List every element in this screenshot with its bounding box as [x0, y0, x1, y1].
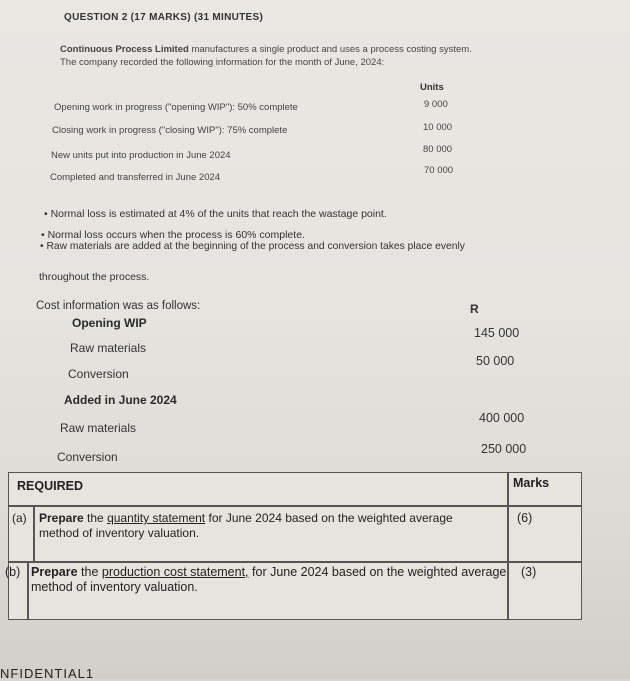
intro-line-1-rest: manufactures a single product and uses a process costing system. — [191, 44, 472, 55]
item-a-rest: for June 2024 based on the weighted average method of inventory valuation. — [39, 511, 453, 540]
footer-confidential: NFIDENTIAL1 — [0, 666, 95, 681]
intro-line-2: The company recorded the following information for the month of June, 2024: — [60, 57, 385, 68]
item-b-marks: (3) — [521, 565, 537, 579]
item-row-divider — [9, 561, 581, 563]
unit-row-value: 80 000 — [423, 144, 453, 155]
item-a-label: (a) — [12, 511, 27, 525]
bullet-normal-loss: • Normal loss is estimated at 4% of the units that reach the wastage point. — [44, 208, 387, 220]
label-column-divider — [33, 505, 35, 561]
opening-conversion-label: Conversion — [68, 367, 129, 381]
item-b-label: (b) — [5, 565, 21, 579]
unit-row-label: Opening work in progress ("opening WIP"): 50% complete — [54, 102, 298, 113]
marks-column-divider — [507, 473, 509, 619]
bullet-continuation: throughout the process. — [39, 271, 150, 283]
opening-conversion-value: 50 000 — [476, 354, 515, 368]
item-a-text — [39, 511, 479, 541]
unit-row-value: 70 000 — [424, 165, 454, 176]
added-heading: Added in June 2024 — [64, 393, 177, 407]
cost-info-header: Cost information was as follows: — [36, 300, 201, 312]
item-a-underlined: quantity statement — [107, 511, 206, 525]
opening-raw-materials-value: 145 000 — [474, 326, 520, 340]
company-name: Continuous Process Limited — [60, 44, 189, 55]
bullet-raw-materials: • Raw materials are added at the beginning of the process and conversion takes place evenly — [40, 241, 465, 252]
item-b-underlined: production cost statement, — [101, 565, 249, 579]
opening-raw-materials-label: Raw materials — [70, 341, 147, 355]
question-title: QUESTION 2 (17 MARKS) (31 MINUTES) — [64, 12, 264, 23]
added-raw-materials-label: Raw materials — [60, 421, 137, 435]
intro-line-1 — [60, 44, 472, 55]
required-header: REQUIRED — [17, 479, 83, 493]
added-conversion-value: 250 000 — [481, 442, 527, 456]
added-raw-materials-value: 400 000 — [479, 411, 525, 425]
unit-row-label: Closing work in progress ("closing WIP"): 75% complete — [52, 125, 288, 136]
marks-header: Marks — [513, 476, 550, 490]
opening-wip-heading: Opening WIP — [72, 316, 147, 330]
bullet-loss-point: • Normal loss occurs when the process is 60% complete. — [41, 229, 305, 241]
units-header: Units — [420, 82, 444, 93]
item-b-verb: Prepare — [31, 565, 78, 579]
unit-row-value: 9 000 — [424, 99, 448, 110]
unit-row-label: Completed and transferred in June 2024 — [50, 172, 221, 183]
label-column-divider — [27, 561, 29, 619]
item-b-text — [31, 565, 511, 595]
item-b-rest: for June 2024 based on the weighted average method of inventory valuation. — [31, 565, 507, 594]
currency-header: R — [470, 302, 479, 316]
item-a-pre: the — [87, 511, 104, 525]
added-conversion-label: Conversion — [57, 450, 118, 464]
required-table — [5, 472, 582, 620]
unit-row-label: New units put into production in June 2024 — [51, 150, 231, 161]
unit-row-value: 10 000 — [423, 122, 453, 133]
item-a-verb: Prepare — [39, 511, 84, 525]
header-row-divider — [9, 505, 581, 507]
item-a-marks: (6) — [517, 511, 533, 525]
item-b-pre: the — [81, 565, 99, 579]
